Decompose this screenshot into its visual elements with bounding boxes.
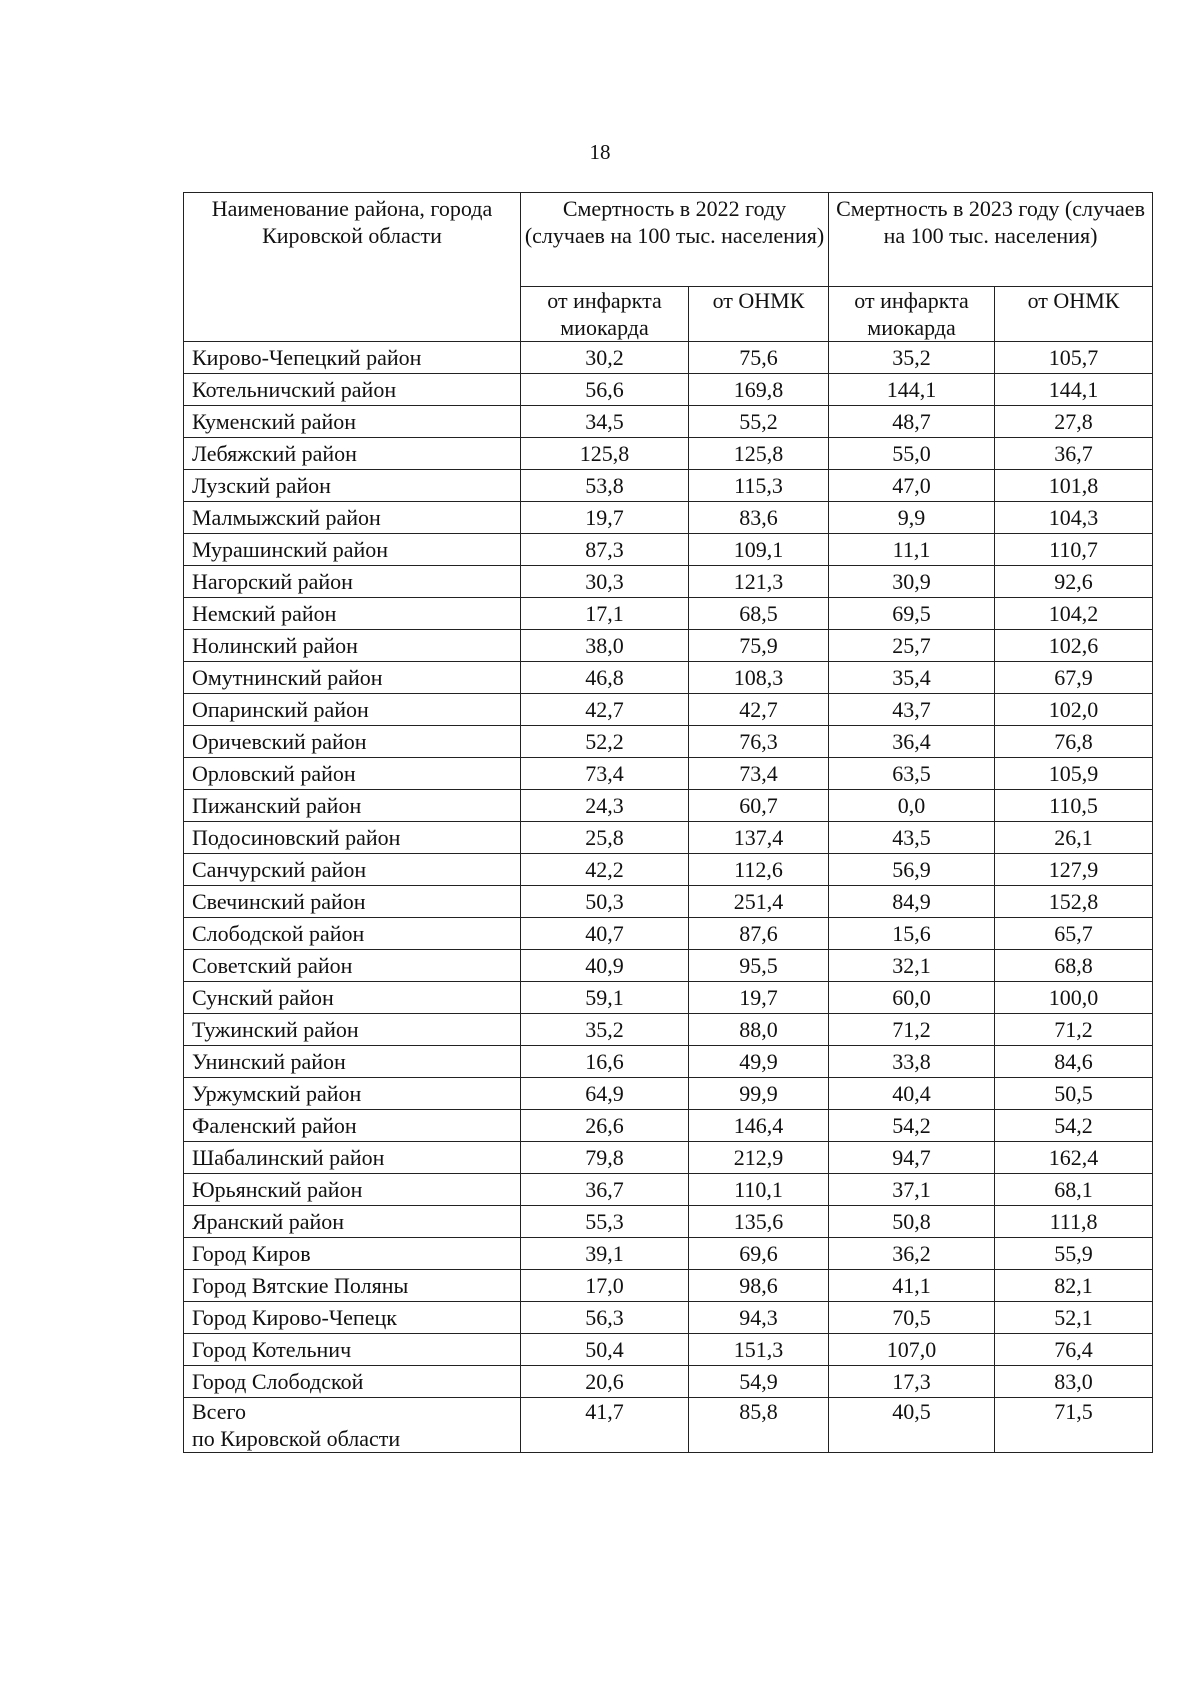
table-row: [184, 982, 1153, 1014]
value-2023-infarct: 25,7: [829, 630, 995, 662]
value-2022-infarct: 39,1: [521, 1238, 689, 1270]
value-2022-infarct: 125,8: [521, 438, 689, 470]
value-2023-onmk: 76,8: [995, 726, 1153, 758]
value-2023-infarct: 41,1: [829, 1270, 995, 1302]
value-2022-infarct: 20,6: [521, 1366, 689, 1398]
value-2023-onmk: 102,0: [995, 694, 1153, 726]
value-2022-infarct: 19,7: [521, 502, 689, 534]
district-name: Орловский район: [184, 758, 521, 790]
table-row: [184, 1142, 1153, 1174]
value-2023-onmk: 67,9: [995, 662, 1153, 694]
district-name: Тужинский район: [184, 1014, 521, 1046]
value-2023-onmk: 144,1: [995, 374, 1153, 406]
total-label: [184, 1398, 521, 1453]
table-row: [184, 1046, 1153, 1078]
value-2022-onmk: 251,4: [689, 886, 829, 918]
table-row: [184, 534, 1153, 566]
value-2023-infarct: 60,0: [829, 982, 995, 1014]
value-2023-onmk: 27,8: [995, 406, 1153, 438]
district-name: Мурашинский район: [184, 534, 521, 566]
value-2022-infarct: 38,0: [521, 630, 689, 662]
total-row: [184, 1398, 1153, 1453]
value-2022-onmk: 169,8: [689, 374, 829, 406]
value-2023-infarct: 47,0: [829, 470, 995, 502]
value-2023-onmk: 82,1: [995, 1270, 1153, 1302]
value-2022-onmk: 98,6: [689, 1270, 829, 1302]
value-2022-onmk: 109,1: [689, 534, 829, 566]
value-2022-onmk: 112,6: [689, 854, 829, 886]
value-2023-infarct: 94,7: [829, 1142, 995, 1174]
value-2023-infarct: 70,5: [829, 1302, 995, 1334]
value-2023-onmk: 104,2: [995, 598, 1153, 630]
district-name: Омутнинский район: [184, 662, 521, 694]
value-2023-infarct: 35,4: [829, 662, 995, 694]
value-2023-infarct: 40,4: [829, 1078, 995, 1110]
district-name: Юрьянский район: [184, 1174, 521, 1206]
table-row: [184, 470, 1153, 502]
value-2022-infarct: 17,0: [521, 1270, 689, 1302]
table-row: [184, 438, 1153, 470]
value-2023-onmk: 26,1: [995, 822, 1153, 854]
district-name: Город Слободской: [184, 1366, 521, 1398]
value-2022-onmk: 151,3: [689, 1334, 829, 1366]
value-2022-onmk: 146,4: [689, 1110, 829, 1142]
district-name: Слободской район: [184, 918, 521, 950]
district-name: Город Котельнич: [184, 1334, 521, 1366]
value-2022-onmk: 137,4: [689, 822, 829, 854]
table-body: [184, 342, 1153, 1398]
table-row: [184, 758, 1153, 790]
district-name: Немский район: [184, 598, 521, 630]
value-2023-onmk: 105,7: [995, 342, 1153, 374]
value-2022-onmk: 125,8: [689, 438, 829, 470]
table-row: [184, 950, 1153, 982]
total-label-line1: Всего: [192, 1399, 246, 1424]
table-row: [184, 342, 1153, 374]
value-2022-infarct: 30,2: [521, 342, 689, 374]
value-2022-infarct: 40,7: [521, 918, 689, 950]
value-2022-infarct: 42,2: [521, 854, 689, 886]
value-2023-onmk: 76,4: [995, 1334, 1153, 1366]
total-2023-onmk: 71,5: [995, 1398, 1153, 1453]
value-2022-infarct: 16,6: [521, 1046, 689, 1078]
table-row: [184, 1110, 1153, 1142]
value-2023-onmk: 68,1: [995, 1174, 1153, 1206]
value-2023-infarct: 43,7: [829, 694, 995, 726]
value-2023-onmk: 54,2: [995, 1110, 1153, 1142]
total-2022-infarct: 41,7: [521, 1398, 689, 1453]
value-2023-onmk: 127,9: [995, 854, 1153, 886]
value-2022-infarct: 26,6: [521, 1110, 689, 1142]
value-2023-infarct: 69,5: [829, 598, 995, 630]
subheader-2022-onmk: от ОНМК: [689, 287, 829, 342]
district-name: Яранский район: [184, 1206, 521, 1238]
table-row: [184, 1238, 1153, 1270]
district-name: Нолинский район: [184, 630, 521, 662]
district-name: Уржумский район: [184, 1078, 521, 1110]
district-name: Малмыжский район: [184, 502, 521, 534]
table-row: [184, 1174, 1153, 1206]
table-row: [184, 566, 1153, 598]
value-2022-onmk: 94,3: [689, 1302, 829, 1334]
value-2023-infarct: 43,5: [829, 822, 995, 854]
value-2023-infarct: 54,2: [829, 1110, 995, 1142]
value-2022-onmk: 76,3: [689, 726, 829, 758]
value-2023-onmk: 110,7: [995, 534, 1153, 566]
value-2023-onmk: 105,9: [995, 758, 1153, 790]
value-2022-onmk: 68,5: [689, 598, 829, 630]
value-2023-infarct: 30,9: [829, 566, 995, 598]
value-2023-onmk: 55,9: [995, 1238, 1153, 1270]
value-2022-infarct: 56,3: [521, 1302, 689, 1334]
table-row: [184, 502, 1153, 534]
district-name: Город Вятские Поляны: [184, 1270, 521, 1302]
value-2023-onmk: 162,4: [995, 1142, 1153, 1174]
value-2023-infarct: 36,4: [829, 726, 995, 758]
value-2022-onmk: 75,9: [689, 630, 829, 662]
district-name: Свечинский район: [184, 886, 521, 918]
header-year-2023: Смертность в 2023 году (случаев на 100 тыс. населения): [829, 193, 1153, 287]
table-row: [184, 726, 1153, 758]
value-2022-infarct: 59,1: [521, 982, 689, 1014]
value-2022-onmk: 212,9: [689, 1142, 829, 1174]
value-2023-onmk: 111,8: [995, 1206, 1153, 1238]
value-2023-onmk: 52,1: [995, 1302, 1153, 1334]
district-name: Город Киров: [184, 1238, 521, 1270]
table-row: [184, 854, 1153, 886]
value-2022-onmk: 60,7: [689, 790, 829, 822]
value-2022-infarct: 46,8: [521, 662, 689, 694]
table-row: [184, 1014, 1153, 1046]
value-2023-onmk: 83,0: [995, 1366, 1153, 1398]
district-name: Оричевский район: [184, 726, 521, 758]
value-2023-infarct: 36,2: [829, 1238, 995, 1270]
table-row: [184, 1334, 1153, 1366]
value-2022-infarct: 52,2: [521, 726, 689, 758]
value-2022-infarct: 55,3: [521, 1206, 689, 1238]
district-name: Лебяжский район: [184, 438, 521, 470]
value-2023-infarct: 32,1: [829, 950, 995, 982]
district-name: Санчурский район: [184, 854, 521, 886]
value-2022-onmk: 99,9: [689, 1078, 829, 1110]
value-2023-infarct: 48,7: [829, 406, 995, 438]
value-2023-onmk: 104,3: [995, 502, 1153, 534]
page-number: 18: [589, 140, 611, 164]
value-2023-onmk: 65,7: [995, 918, 1153, 950]
value-2022-onmk: 19,7: [689, 982, 829, 1014]
value-2022-onmk: 49,9: [689, 1046, 829, 1078]
table-row: [184, 374, 1153, 406]
table-row: [184, 694, 1153, 726]
value-2022-infarct: 25,8: [521, 822, 689, 854]
table-row: [184, 886, 1153, 918]
value-2023-infarct: 35,2: [829, 342, 995, 374]
value-2022-onmk: 69,6: [689, 1238, 829, 1270]
table-row: [184, 1078, 1153, 1110]
value-2023-infarct: 17,3: [829, 1366, 995, 1398]
total-label-line2: по Кировской области: [192, 1426, 401, 1451]
table-row: [184, 630, 1153, 662]
value-2023-infarct: 84,9: [829, 886, 995, 918]
value-2022-onmk: 110,1: [689, 1174, 829, 1206]
district-name: Котельничский район: [184, 374, 521, 406]
district-name: Сунский район: [184, 982, 521, 1014]
value-2022-infarct: 24,3: [521, 790, 689, 822]
table-row: [184, 822, 1153, 854]
value-2023-onmk: 92,6: [995, 566, 1153, 598]
district-name: Унинский район: [184, 1046, 521, 1078]
value-2022-onmk: 54,9: [689, 1366, 829, 1398]
header-year-2022: Смертность в 2022 году (случаев на 100 тыс. населения): [521, 193, 829, 287]
value-2023-infarct: 71,2: [829, 1014, 995, 1046]
value-2022-onmk: 115,3: [689, 470, 829, 502]
value-2022-onmk: 95,5: [689, 950, 829, 982]
value-2022-infarct: 50,4: [521, 1334, 689, 1366]
value-2022-onmk: 121,3: [689, 566, 829, 598]
table-row: [184, 1302, 1153, 1334]
value-2022-infarct: 56,6: [521, 374, 689, 406]
subheader-2023-onmk: от ОНМК: [995, 287, 1153, 342]
district-name: Шабалинский район: [184, 1142, 521, 1174]
district-name: Фаленский район: [184, 1110, 521, 1142]
mortality-table: [183, 192, 1153, 1453]
table-row: [184, 1366, 1153, 1398]
table-row: [184, 1270, 1153, 1302]
value-2023-infarct: 11,1: [829, 534, 995, 566]
value-2022-onmk: 83,6: [689, 502, 829, 534]
value-2023-infarct: 15,6: [829, 918, 995, 950]
value-2022-infarct: 87,3: [521, 534, 689, 566]
value-2023-infarct: 107,0: [829, 1334, 995, 1366]
district-name: Кирово-Чепецкий район: [184, 342, 521, 374]
district-name: Город Кирово-Чепецк: [184, 1302, 521, 1334]
value-2022-onmk: 73,4: [689, 758, 829, 790]
value-2023-infarct: 33,8: [829, 1046, 995, 1078]
value-2022-infarct: 35,2: [521, 1014, 689, 1046]
value-2023-infarct: 37,1: [829, 1174, 995, 1206]
table-row: [184, 662, 1153, 694]
value-2023-infarct: 50,8: [829, 1206, 995, 1238]
table-row: [184, 1206, 1153, 1238]
value-2022-onmk: 42,7: [689, 694, 829, 726]
district-name: Лузский район: [184, 470, 521, 502]
value-2022-onmk: 55,2: [689, 406, 829, 438]
value-2022-infarct: 73,4: [521, 758, 689, 790]
value-2022-onmk: 88,0: [689, 1014, 829, 1046]
value-2022-infarct: 42,7: [521, 694, 689, 726]
value-2023-onmk: 110,5: [995, 790, 1153, 822]
value-2023-onmk: 101,8: [995, 470, 1153, 502]
value-2023-infarct: 9,9: [829, 502, 995, 534]
value-2022-onmk: 135,6: [689, 1206, 829, 1238]
value-2023-onmk: 100,0: [995, 982, 1153, 1014]
value-2023-infarct: 56,9: [829, 854, 995, 886]
value-2022-infarct: 17,1: [521, 598, 689, 630]
value-2023-infarct: 63,5: [829, 758, 995, 790]
value-2023-onmk: 50,5: [995, 1078, 1153, 1110]
value-2023-onmk: 36,7: [995, 438, 1153, 470]
value-2023-onmk: 102,6: [995, 630, 1153, 662]
value-2023-onmk: 68,8: [995, 950, 1153, 982]
district-name: Куменский район: [184, 406, 521, 438]
district-name: Подосиновский район: [184, 822, 521, 854]
header-district-name: Наименование района, города Кировской области: [184, 193, 521, 342]
value-2022-onmk: 87,6: [689, 918, 829, 950]
subheader-2022-infarct: от инфаркта миокарда: [521, 287, 689, 342]
district-name: Нагорский район: [184, 566, 521, 598]
value-2023-onmk: 84,6: [995, 1046, 1153, 1078]
value-2022-infarct: 40,9: [521, 950, 689, 982]
value-2022-infarct: 50,3: [521, 886, 689, 918]
subheader-2023-infarct: от инфаркта миокарда: [829, 287, 995, 342]
value-2023-infarct: 55,0: [829, 438, 995, 470]
table-row: [184, 918, 1153, 950]
value-2023-onmk: 71,2: [995, 1014, 1153, 1046]
value-2022-infarct: 64,9: [521, 1078, 689, 1110]
table-row: [184, 598, 1153, 630]
district-name: Опаринский район: [184, 694, 521, 726]
table-row: [184, 406, 1153, 438]
total-2022-onmk: 85,8: [689, 1398, 829, 1453]
value-2023-onmk: 152,8: [995, 886, 1153, 918]
district-name: Пижанский район: [184, 790, 521, 822]
district-name: Советский район: [184, 950, 521, 982]
total-2023-infarct: 40,5: [829, 1398, 995, 1453]
value-2022-infarct: 36,7: [521, 1174, 689, 1206]
value-2022-infarct: 34,5: [521, 406, 689, 438]
value-2022-infarct: 53,8: [521, 470, 689, 502]
table-row: [184, 790, 1153, 822]
value-2023-infarct: 144,1: [829, 374, 995, 406]
value-2022-infarct: 30,3: [521, 566, 689, 598]
value-2022-onmk: 108,3: [689, 662, 829, 694]
value-2022-infarct: 79,8: [521, 1142, 689, 1174]
value-2022-onmk: 75,6: [689, 342, 829, 374]
value-2023-infarct: 0,0: [829, 790, 995, 822]
